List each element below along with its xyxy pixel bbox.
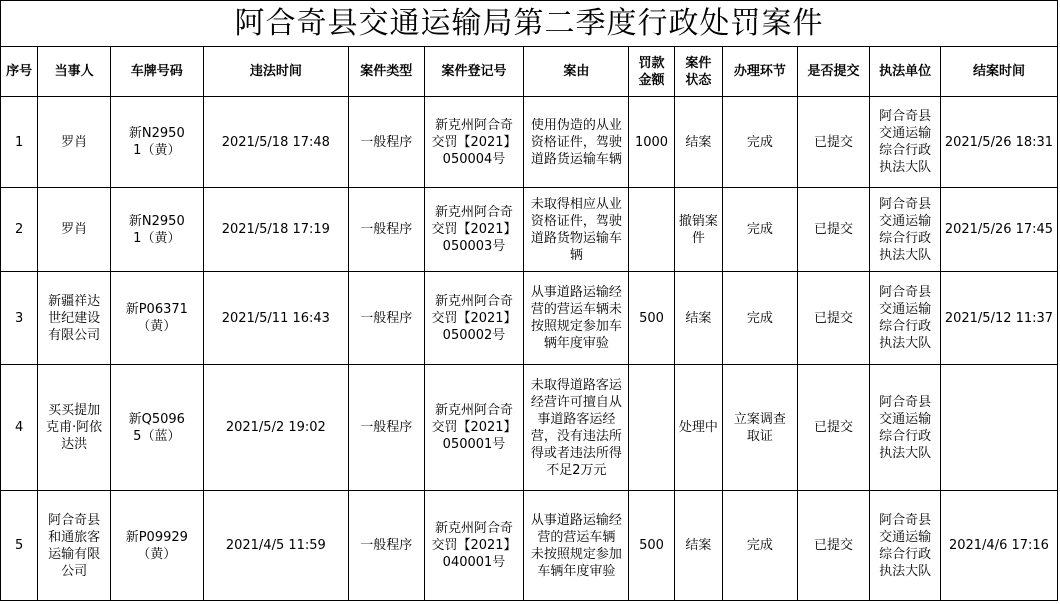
cell-fine: 1000 [629,97,674,188]
cell-seq: 2 [1,188,38,272]
cell-reason: 未取得道路客运经营许可擅自从事道路客运经营，没有违法所得或者违法所得不足2万元 [524,365,629,491]
cell-closed-time: 2021/4/6 17:16 [940,491,1057,601]
cases-table [0,46,1058,601]
cell-case-type: 一般程序 [348,491,424,601]
cell-submitted: 已提交 [797,365,870,491]
cell-reason: 从事道路运输经营的营运车辆 未按照规定参加车辆年度审验 [524,491,629,601]
cell-party: 阿合奇县和通旅客运输有限公司 [38,491,111,601]
cell-violation-time: 2021/5/2 19:02 [203,365,348,491]
cell-case-type: 一般程序 [348,97,424,188]
header-case-no: 案件登记号 [424,47,524,97]
cell-stage: 完成 [723,188,798,272]
cell-status: 结案 [674,97,722,188]
header-status: 案件状态 [674,47,722,97]
header-fine: 罚款金额 [629,47,674,97]
header-party: 当事人 [38,47,111,97]
cell-agency: 阿合奇县交通运输综合行政执法大队 [870,97,941,188]
cell-stage: 立案调查取证 [723,365,798,491]
cell-agency: 阿合奇县交通运输综合行政执法大队 [870,491,941,601]
cell-stage: 完成 [723,491,798,601]
header-seq: 序号 [1,47,38,97]
cell-fine: 500 [629,491,674,601]
cell-closed-time: 2021/5/26 18:31 [940,97,1057,188]
header-closed-time: 结案时间 [940,47,1057,97]
cell-violation-time: 2021/5/18 17:48 [203,97,348,188]
cell-submitted: 已提交 [797,491,870,601]
cell-submitted: 已提交 [797,272,870,365]
cell-plate: 新N29501（黄） [110,188,203,272]
page-title: 阿合奇县交通运输局第二季度行政处罚案件 [0,0,1058,46]
header-reason: 案由 [524,47,629,97]
cell-violation-time: 2021/5/11 16:43 [203,272,348,365]
cell-reason: 从事道路运输经营的营运车辆未按照规定参加车辆年度审验 [524,272,629,365]
header-case-type: 案件类型 [348,47,424,97]
table-row [1,491,1058,601]
header-violation-time: 违法时间 [203,47,348,97]
cell-status: 处理中 [674,365,722,491]
cell-case-no: 新克州阿合奇交罚【2021】050003号 [424,188,524,272]
cell-seq: 4 [1,365,38,491]
cell-party: 买买提加克甫·阿依达洪 [38,365,111,491]
cell-case-type: 一般程序 [348,365,424,491]
cell-closed-time [940,365,1057,491]
cell-seq: 1 [1,97,38,188]
cell-plate: 新N29501（黄） [110,97,203,188]
cell-plate: 新P09929（黄） [110,491,203,601]
cell-closed-time: 2021/5/12 11:37 [940,272,1057,365]
cell-party: 罗肖 [38,188,111,272]
cell-fine: 500 [629,272,674,365]
cell-case-no: 新克州阿合奇交罚【2021】050002号 [424,272,524,365]
cell-submitted: 已提交 [797,188,870,272]
cell-case-type: 一般程序 [348,272,424,365]
cell-party: 罗肖 [38,97,111,188]
cell-stage: 完成 [723,97,798,188]
cell-agency: 阿合奇县交通运输综合行政执法大队 [870,365,941,491]
cell-violation-time: 2021/5/18 17:19 [203,188,348,272]
cell-plate: 新Q50965（蓝） [110,365,203,491]
header-stage: 办理环节 [723,47,798,97]
cell-case-no: 新克州阿合奇交罚【2021】040001号 [424,491,524,601]
cell-violation-time: 2021/4/5 11:59 [203,491,348,601]
cell-seq: 3 [1,272,38,365]
table-row [1,97,1058,188]
cell-case-no: 新克州阿合奇交罚【2021】050004号 [424,97,524,188]
cell-agency: 阿合奇县交通运输综合行政执法大队 [870,188,941,272]
cell-status: 结案 [674,272,722,365]
cell-closed-time: 2021/5/26 17:45 [940,188,1057,272]
cell-plate: 新P06371（黄） [110,272,203,365]
cell-case-no: 新克州阿合奇交罚【2021】050001号 [424,365,524,491]
header-plate: 车牌号码 [110,47,203,97]
cell-status: 结案 [674,491,722,601]
cell-fine [629,365,674,491]
cell-reason: 使用伪造的从业资格证件，驾驶道路货运输车辆 [524,97,629,188]
header-row [1,47,1058,97]
header-submitted: 是否提交 [797,47,870,97]
header-agency: 执法单位 [870,47,941,97]
table-row [1,188,1058,272]
table-row [1,365,1058,491]
table-row [1,272,1058,365]
cell-party: 新疆祥达世纪建设有限公司 [38,272,111,365]
cell-stage: 完成 [723,272,798,365]
cell-submitted: 已提交 [797,97,870,188]
cell-status: 撤销案件 [674,188,722,272]
cell-reason: 未取得相应从业资格证件，驾驶道路货物运输车辆 [524,188,629,272]
cell-agency: 阿合奇县交通运输综合行政执法大队 [870,272,941,365]
cell-case-type: 一般程序 [348,188,424,272]
cell-seq: 5 [1,491,38,601]
cell-fine [629,188,674,272]
